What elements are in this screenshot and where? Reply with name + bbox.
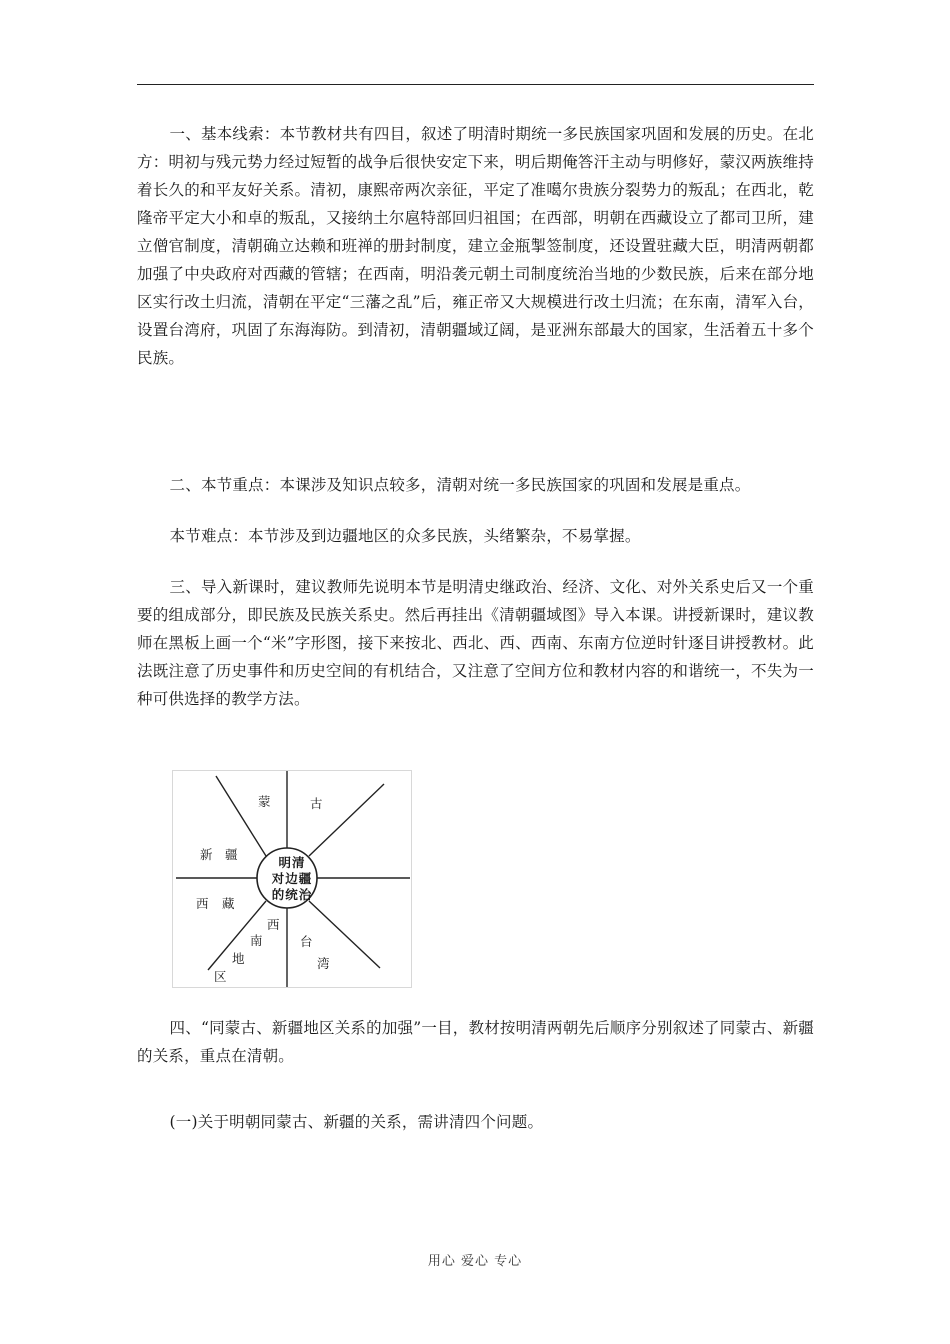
- label-xinan-1: 西: [267, 917, 280, 932]
- label-tai: 台: [300, 934, 313, 949]
- line-northeast: [309, 784, 384, 856]
- label-gu: 古: [310, 796, 323, 811]
- center-line-1: 明清: [278, 855, 306, 870]
- paragraph-lesson-introduction: 三、导入新课时，建议教师先说明本节是明清史继政治、经济、文化、对外关系史后又一个重要的组成部分，即民族及民族关系史。然后再挂出《清朝疆域图》导入本课。讲授新课时，建议教师在黑板上画一个“米”字形图，接下来按北、西北、西、西南、东南方位逆时针逐目讲授教材。此法既注意了历史事件和历史空间的有机结合，又注意了空间方位和教材内容的和谐统一，不失为一种可供选择的教学方法。: [137, 578, 814, 708]
- paragraph-difficult-point: 本节难点：本节涉及到边疆地区的众多民族，头绪繁杂，不易掌握。: [169, 527, 641, 545]
- paragraph-basic-clues: 一、基本线索：本节教材共有四目，叙述了明清时期统一多民族国家巩固和发展的历史。在北方：明初与残元势力经过短暂的战争后很快安定下来，明后期俺答汗主动与明修好，蒙汉两族维持着长久的和平友好关系。清初，康熙帝两次亲征，平定了准噶尔贵族分裂势力的叛乱；在西北，乾隆帝平定大小和卓的叛乱，又接纳土尔扈特部回归祖国；在西部，明朝在西藏设立了都司卫所，建立僧官制度，清朝确立达赖和班禅的册封制度，建立金瓶掣签制度，还设置驻藏大臣，明清两朝都加强了中央政府对西藏的管辖；在西南，明沿袭元朝土司制度统治当地的少数民族，后来在部分地区实行改土归流，清朝在平定“三藩之乱”后，雍正帝又大规模进行改土归流；在东南，清军入台，设置台湾府，巩固了东海海防。到清初，清朝疆域辽阔，是亚洲东部最大的国家，生活着五十多个民族。: [137, 125, 814, 367]
- page-footer: 用心 爱心 专心: [427, 1254, 523, 1269]
- paragraph-mongolia-xinjiang: 四、“同蒙古、新疆地区关系的加强”一目，教材按明清两朝先后顺序分别叙述了同蒙古、新疆的关系，重点在清朝。: [137, 1019, 814, 1065]
- line-northwest: [216, 776, 266, 856]
- diagram-center-label: [258, 855, 326, 903]
- label-xi: 西: [196, 896, 209, 911]
- center-line-2: 对边疆: [271, 871, 313, 886]
- label-xinan-3: 地: [232, 951, 245, 966]
- label-xinan-4: 区: [214, 969, 227, 984]
- header-rule: [137, 84, 814, 85]
- label-xinan-2: 南: [250, 933, 263, 948]
- label-xin: 新: [200, 847, 213, 862]
- label-meng: 蒙: [258, 794, 271, 809]
- paragraph-ming-four-issues: (一)关于明朝同蒙古、新疆的关系，需讲清四个问题。: [169, 1113, 544, 1131]
- paragraph-key-point: 二、本节重点：本课涉及知识点较多，清朝对统一多民族国家的巩固和发展是重点。: [169, 476, 751, 494]
- frontier-rule-diagram: [172, 770, 412, 988]
- label-zang: 藏: [222, 896, 235, 911]
- label-jiang: 疆: [225, 847, 238, 862]
- label-wan: 湾: [317, 956, 330, 971]
- center-line-3: 的统治: [271, 887, 313, 902]
